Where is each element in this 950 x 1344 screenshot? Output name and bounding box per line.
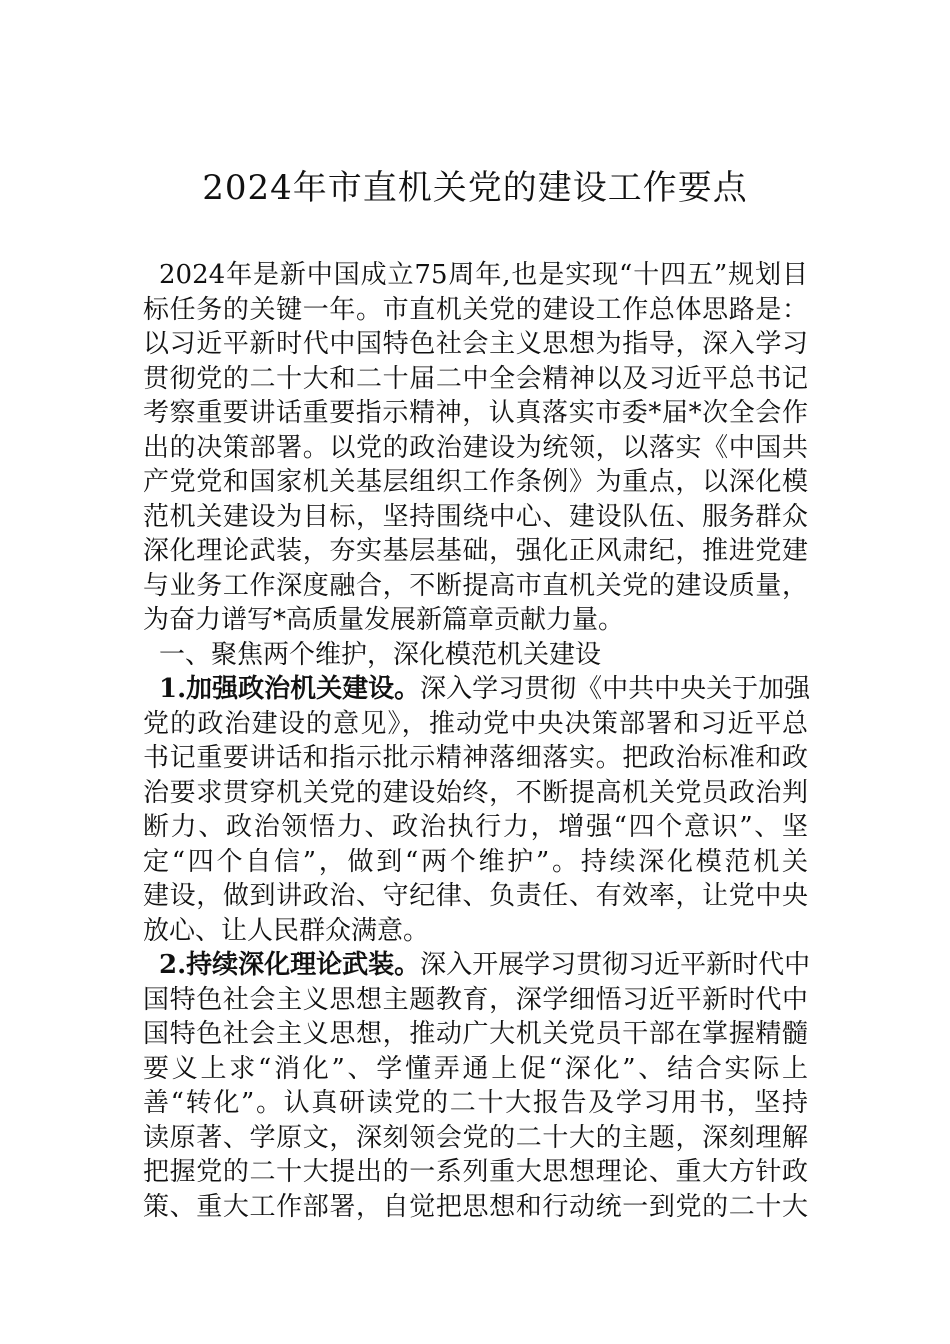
item2-line: 要义上求“消化”、学懂弄通上促“深化”、结合实际上 [143, 1053, 808, 1084]
item2-line: 策、重大工作部署，自觉把思想和行动统一到党的二十大 [143, 1191, 808, 1222]
item1-heading: 1.加强政治机关建设。 [159, 674, 421, 704]
intro-line: 与业务工作深度融合，不断提高市直机关党的建设质量， [143, 570, 808, 601]
item2-line: 国特色社会主义思想，推动广大机关党员干部在掌握精髓 [143, 1019, 808, 1049]
item1-line: 断力、政治领悟力、政治执行力，增强“四个意识”、坚 [143, 812, 808, 842]
document-title: 2024年市直机关党的建设工作要点 [202, 168, 748, 208]
item1-line: 定“四个自信”，做到“两个维护”。持续深化模范机关 [143, 846, 808, 877]
item2-line: 读原著、学原文，深刻领会党的二十大的主题，深刻理解 [143, 1122, 808, 1153]
item2-line: 善“转化”。认真研读党的二十大报告及学习用书，坚持 [143, 1088, 808, 1118]
item1-first-line [143, 672, 811, 707]
item2-heading: 2.持续深化理论武装。 [159, 950, 421, 980]
intro-line: 产党党和国家机关基层组织工作条例》为重点，以深化模 [143, 467, 808, 497]
intro-line: 考察重要讲话重要指示精神，认真落实市委*届*次全会作 [143, 398, 808, 428]
intro-line: 为奋力谱写*高质量发展新篇章贡献力量。 [143, 605, 625, 635]
section-heading: 一、聚焦两个维护，深化模范机关建设 [159, 639, 602, 670]
intro-line: 出的决策部署。以党的政治建设为统领，以落实《中国共 [143, 432, 808, 463]
intro-line: 标任务的关键一年。市直机关党的建设工作总体思路是： [143, 294, 808, 325]
item2-line: 国特色社会主义思想主题教育，深学细悟习近平新时代中 [143, 984, 808, 1015]
intro-line: 2024年是新中国成立75周年,也是实现“十四五”规划目 [159, 260, 808, 290]
item1-line: 放心、让人民群众满意。 [143, 915, 430, 946]
item1-line: 建设，做到讲政治、守纪律、负责任、有效率，让党中央 [143, 881, 808, 911]
item1-line: 党的政治建设的意见》，推动党中央决策部署和习近平总 [143, 708, 808, 739]
intro-line: 以习近平新时代中国特色社会主义思想为指导，深入学习 [143, 329, 808, 359]
item2-first-text: 深入开展学习贯彻习近平新时代中 [420, 950, 811, 980]
item2-line: 把握党的二十大提出的一系列重大思想理论、重大方针政 [143, 1157, 808, 1187]
item1-first-text: 深入学习贯彻《中共中央关于加强 [420, 674, 811, 704]
document-body [143, 258, 811, 1224]
intro-line: 深化理论武装，夯实基层基础，强化正风肃纪，推进党建 [143, 536, 808, 566]
item1-line: 书记重要讲话和指示批示精神落细落实。把政治标准和政 [143, 743, 808, 773]
intro-line: 范机关建设为目标，坚持围绕中心、建设队伍、服务群众 [143, 501, 808, 532]
item1-line: 治要求贯穿机关党的建设始终，不断提高机关党员政治判 [143, 777, 808, 808]
intro-line: 贯彻党的二十大和二十届二中全会精神以及习近平总书记 [143, 363, 808, 394]
item2-first-line [143, 948, 811, 983]
